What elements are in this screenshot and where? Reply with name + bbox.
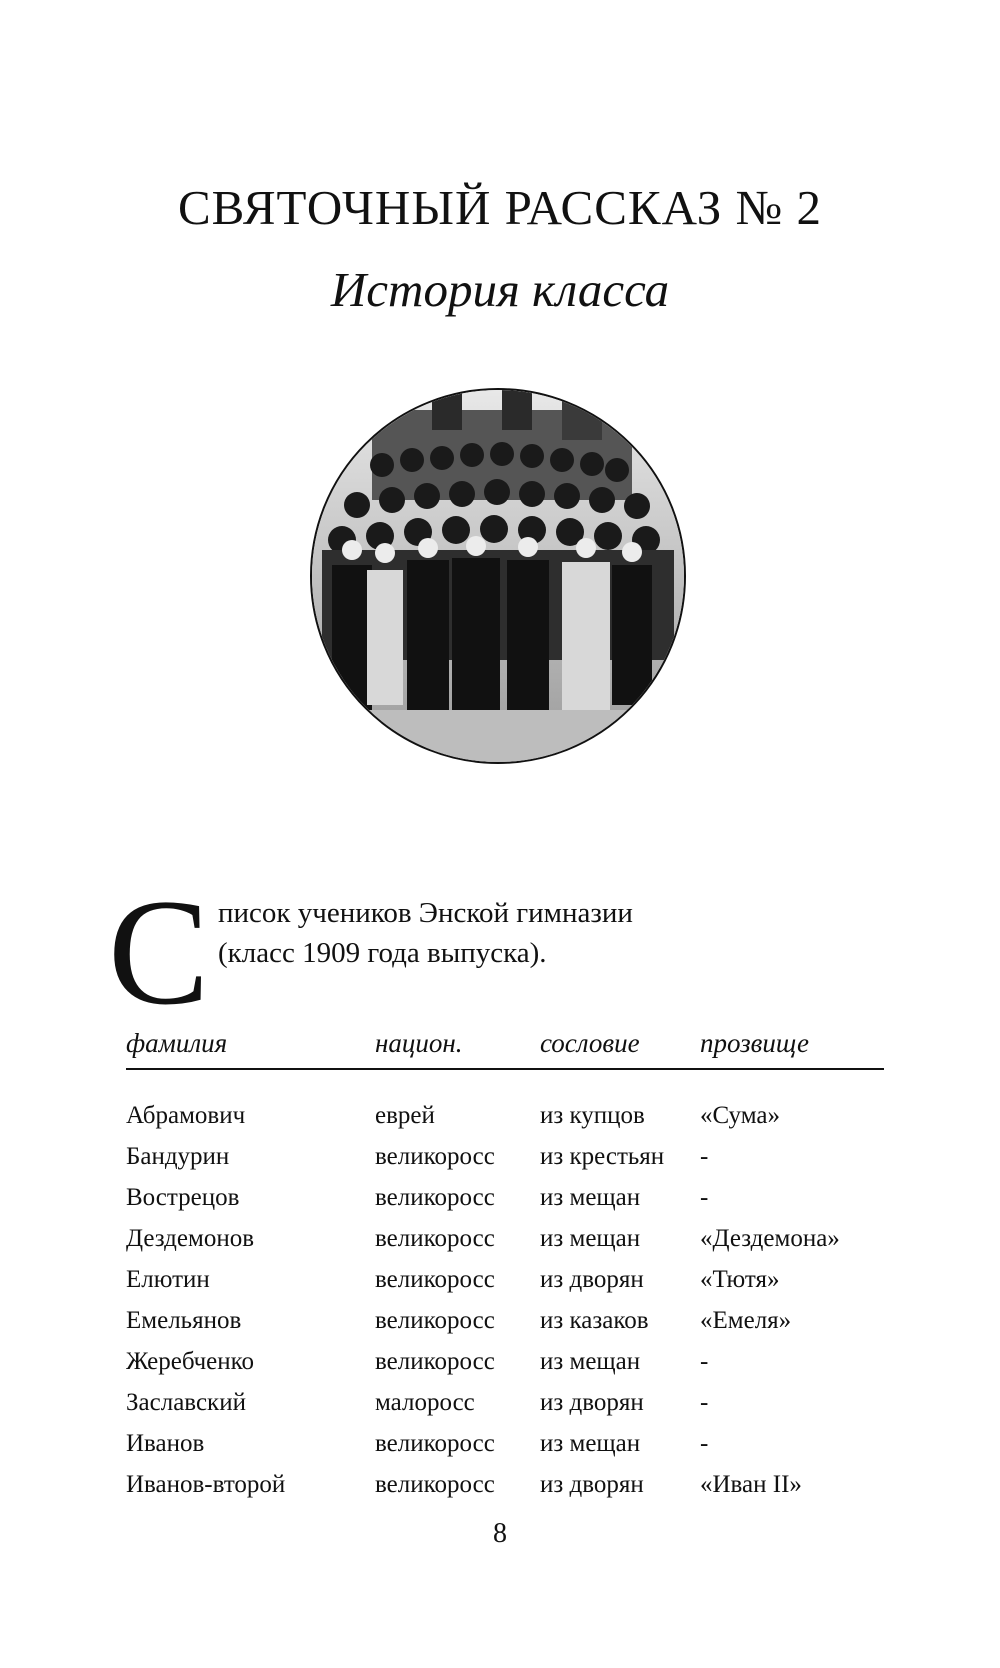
cell-estate: из казаков xyxy=(540,1307,649,1334)
cell-estate: из крестьян xyxy=(540,1143,665,1170)
cell-nationality: великоросс xyxy=(375,1307,495,1334)
class-group-photo-drawing xyxy=(312,390,684,762)
cell-surname: Бандурин xyxy=(126,1143,230,1170)
cell-estate: из мещан xyxy=(540,1225,641,1252)
cell-surname: Иванов-второй xyxy=(126,1471,286,1498)
cell-estate: из дворян xyxy=(540,1389,644,1416)
cell-estate: из дворян xyxy=(540,1266,644,1293)
table-row xyxy=(0,1464,1000,1505)
cell-nationality: великоросс xyxy=(375,1184,495,1211)
cell-nickname: - xyxy=(700,1184,709,1211)
cell-surname: Заславский xyxy=(126,1389,246,1416)
class-group-photo xyxy=(310,388,686,764)
cell-nationality: великоросс xyxy=(375,1430,495,1457)
table-row xyxy=(0,1423,1000,1464)
chapter-title: СВЯТОЧНЫЙ РАССКАЗ № 2 xyxy=(177,180,823,235)
cell-nationality: великоросс xyxy=(375,1143,495,1170)
cell-surname: Жеребченко xyxy=(126,1348,255,1375)
cell-surname: Дездемонов xyxy=(126,1225,255,1252)
cell-nickname: - xyxy=(700,1348,709,1375)
cell-nationality: великоросс xyxy=(375,1471,495,1498)
cell-nationality: еврей xyxy=(375,1102,435,1129)
header-surname: фамилия xyxy=(126,1028,228,1058)
cell-nickname: «Сума» xyxy=(700,1102,780,1129)
cell-estate: из мещан xyxy=(540,1184,641,1211)
cell-nickname: - xyxy=(700,1143,709,1170)
table-row xyxy=(0,1177,1000,1218)
table-row xyxy=(0,1341,1000,1382)
drop-cap-letter: С xyxy=(108,868,210,1036)
cell-estate: из купцов xyxy=(540,1102,645,1129)
table-row xyxy=(0,1218,1000,1259)
table-row xyxy=(0,1095,1000,1136)
intro-line-2: (класс 1909 года выпуска). xyxy=(218,937,547,969)
cell-nationality: малоросс xyxy=(375,1389,475,1416)
cell-nickname: «Тютя» xyxy=(700,1266,780,1293)
cell-nickname: - xyxy=(700,1389,709,1416)
chapter-subtitle: История класса xyxy=(330,262,670,317)
cell-nationality: великоросс xyxy=(375,1225,495,1252)
cell-estate: из мещан xyxy=(540,1348,641,1375)
cell-surname: Емельянов xyxy=(126,1307,242,1334)
cell-nationality: великоросс xyxy=(375,1266,495,1293)
cell-surname: Вострецов xyxy=(126,1184,240,1211)
cell-estate: из дворян xyxy=(540,1471,644,1498)
header-estate: сословие xyxy=(540,1028,640,1058)
table-row xyxy=(0,1136,1000,1177)
cell-nickname: - xyxy=(700,1430,709,1457)
students-table-body xyxy=(0,1095,1000,1505)
table-row xyxy=(0,1382,1000,1423)
students-table-header xyxy=(126,1024,884,1070)
table-row xyxy=(0,1300,1000,1341)
header-nickname: прозвище xyxy=(700,1028,809,1058)
intro-line-1: писок учеников Энской гимназии xyxy=(218,897,633,929)
cell-nationality: великоросс xyxy=(375,1348,495,1375)
intro-paragraph xyxy=(218,893,918,973)
cell-estate: из мещан xyxy=(540,1430,641,1457)
cell-surname: Абрамович xyxy=(126,1102,246,1129)
page-number: 8 xyxy=(493,1518,507,1549)
cell-nickname: «Емеля» xyxy=(700,1307,792,1334)
table-row xyxy=(0,1259,1000,1300)
header-nationality: национ. xyxy=(375,1028,463,1058)
cell-surname: Елютин xyxy=(126,1266,210,1293)
cell-nickname: «Дездемона» xyxy=(700,1225,840,1252)
cell-nickname: «Иван II» xyxy=(700,1471,802,1498)
cell-surname: Иванов xyxy=(126,1430,205,1457)
